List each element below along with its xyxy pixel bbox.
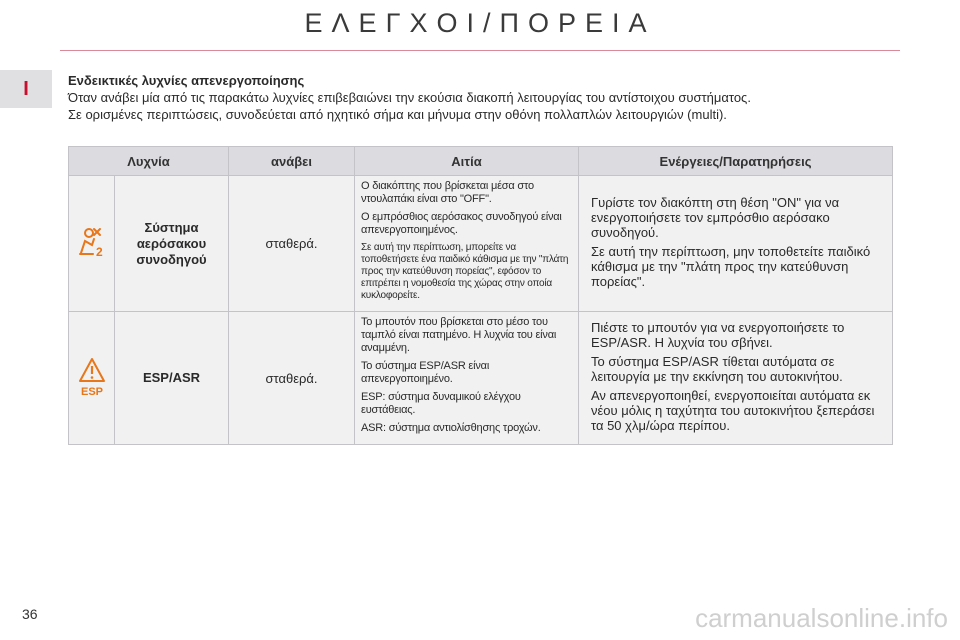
cause-text: ASR: σύστημα αντιολίσθησης τροχών. <box>361 422 541 434</box>
svg-text:2: 2 <box>95 245 103 259</box>
warning-lights-table <box>68 146 893 445</box>
esp-icon-label: ESP <box>80 385 103 397</box>
cause-cell <box>355 176 579 312</box>
action-cell <box>579 312 893 445</box>
system-name: Σύστημα αερόσακου συνοδηγού <box>115 176 229 312</box>
cause-text: Το σύστημα ESP/ASR είναι απενεργοποιημένο. <box>361 360 490 385</box>
cause-text: Το μπουτόν που βρίσκεται στο μέσο του ταμπλό είναι πατημένο. Η λυχνία του είναι αναμμένη. <box>361 316 557 354</box>
section-heading: Ενδεικτικές λυχνίες απενεργοποίησης <box>68 73 305 88</box>
lights-mode: σταθερά. <box>229 312 355 445</box>
action-text: Το σύστημα ESP/ASR τίθεται αυτόματα σε λειτουργία με την εκκίνηση του αυτοκινήτου. <box>591 353 843 384</box>
cause-text: ESP: σύστημα δυναμικού ελέγχου ευστάθειας. <box>361 391 521 416</box>
action-text: Πιέστε το μπουτόν για να ενεργοποιήσετε το ESP/ASR. Η λυχνία του σβήνει. <box>591 319 845 350</box>
intro-block <box>68 72 928 123</box>
airbag-off-icon <box>77 225 107 259</box>
cause-text: Ο εμπρόσθιος αερόσακος συνοδηγού είναι απενεργοποιημένος. <box>361 211 562 236</box>
esp-warning-icon <box>77 357 107 397</box>
icon-cell <box>69 312 115 445</box>
lights-mode: σταθερά. <box>229 176 355 312</box>
page-title: ΕΛΕΓΧΟΙ/ΠΟΡΕΙΑ <box>304 8 656 38</box>
table-row <box>69 312 893 445</box>
title-divider <box>60 50 900 51</box>
icon-cell <box>69 176 115 312</box>
page-number: 36 <box>22 606 38 622</box>
column-header-actions: Ενέργειες/Παρατηρήσεις <box>579 147 893 176</box>
system-name: ESP/ASR <box>115 312 229 445</box>
action-text: Σε αυτή την περίπτωση, μην τοποθετείτε παιδικό κάθισμα με την "πλάτη προς την κατεύθυνση πορείας". <box>591 243 871 289</box>
cause-text: Ο διακόπτης που βρίσκεται μέσα στο ντουλαπάκι είναι στο "OFF". <box>361 180 534 205</box>
section-tab-label: I <box>23 77 29 100</box>
column-header-cause: Αιτία <box>355 147 579 176</box>
intro-line-1: Όταν ανάβει μία από τις παρακάτω λυχνίες επιβεβαιώνει την εκούσια διακοπή λειτουργίας του αντίστοιχου συστήματος. <box>68 90 751 105</box>
cause-text: Σε αυτή την περίπτωση, μπορείτε να τοποθετήσετε ένα παιδικό κάθισμα με την "πλάτη προς την κατεύθυνση πορείας", εφόσον το επιτρέπει η νομοθεσία της χώρας στην οποία κυκλοφορείτε. <box>361 242 569 301</box>
section-tab[interactable] <box>0 70 52 108</box>
intro-line-2: Σε ορισμένες περιπτώσεις, συνοδεύεται από ηχητικό σήμα και μήνυμα στην οθόνη πολλαπλών λειτουργιών (multi). <box>68 107 727 122</box>
table-header-row <box>69 147 893 176</box>
column-header-light: Λυχνία <box>69 147 229 176</box>
cause-cell <box>355 312 579 445</box>
action-text: Αν απενεργοποιηθεί, ενεργοποιείται αυτόματα εκ νέου μόλις η ταχύτητα του αυτοκινήτου ξεπεράσει τα 50 χλμ/ώρα περίπου. <box>591 387 875 433</box>
table-row <box>69 176 893 312</box>
action-cell <box>579 176 893 312</box>
action-text: Γυρίστε τον διακόπτη στη θέση "ON" για να ενεργοποιήσετε τον εμπρόσθιο αερόσακο συνοδηγού. <box>591 194 840 240</box>
watermark: carmanualsonline.info <box>695 603 948 633</box>
column-header-lights-on: ανάβει <box>229 147 355 176</box>
